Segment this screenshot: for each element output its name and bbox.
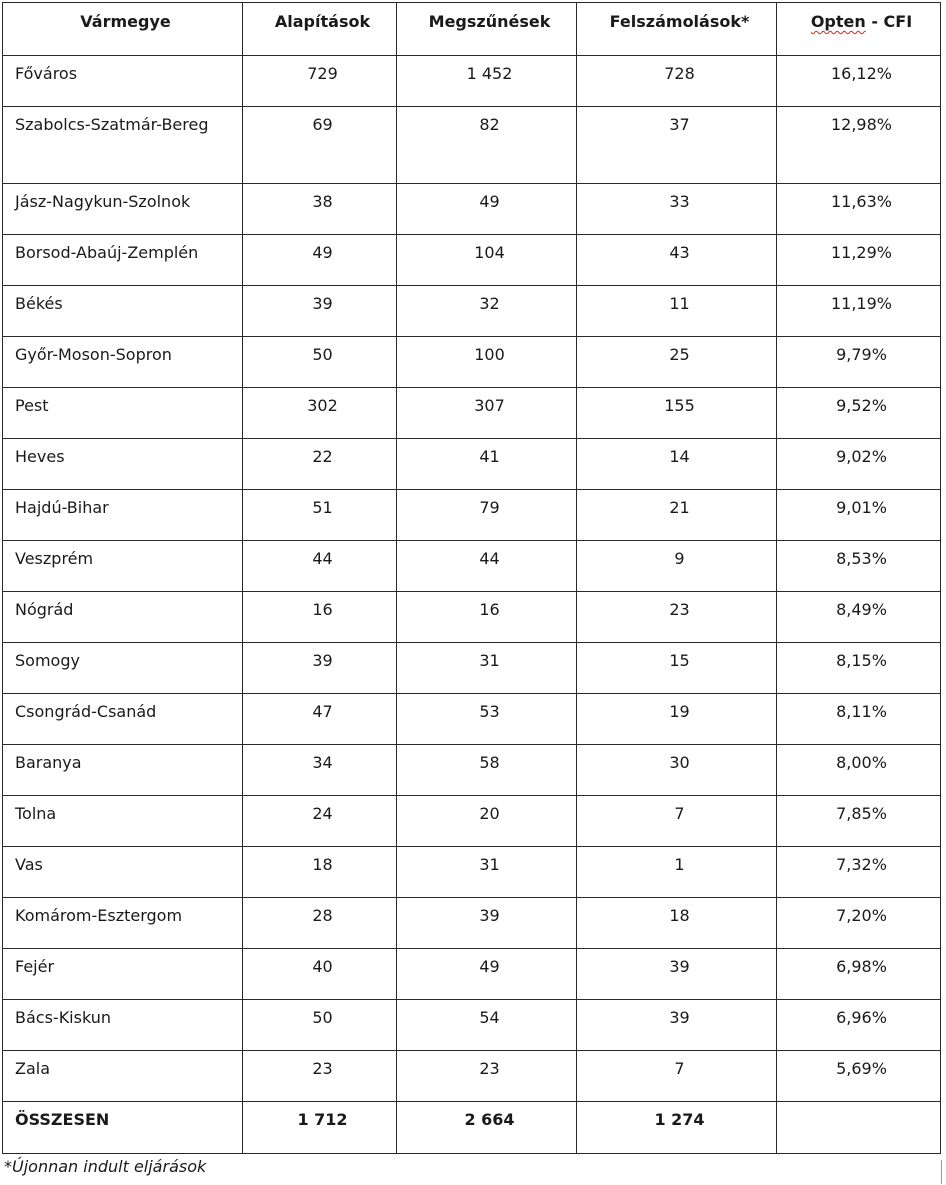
cell-liquidations: 39: [577, 949, 777, 1000]
cell-liquidations: 9: [577, 541, 777, 592]
cell-founded: 49: [243, 235, 397, 286]
cell-founded: 302: [243, 388, 397, 439]
cell-county: Somogy: [3, 643, 243, 694]
table-row: [3, 745, 941, 796]
header-cfi-prefix: Opten: [810, 12, 866, 31]
table-row: [3, 949, 941, 1000]
cell-cfi: 16,12%: [777, 56, 941, 107]
cell-liquidations: 21: [577, 490, 777, 541]
table-row: [3, 56, 941, 107]
cell-county: Győr-Moson-Sopron: [3, 337, 243, 388]
cell-county: Zala: [3, 1051, 243, 1102]
cell-cfi: 5,69%: [777, 1051, 941, 1102]
cell-cfi: 8,15%: [777, 643, 941, 694]
cell-county: Tolna: [3, 796, 243, 847]
cell-closed: 1 452: [397, 56, 577, 107]
cell-liquidations: 33: [577, 184, 777, 235]
cell-county: Komárom-Esztergom: [3, 898, 243, 949]
table-row: [3, 898, 941, 949]
cell-liquidations: 18: [577, 898, 777, 949]
cell-county: Veszprém: [3, 541, 243, 592]
cell-closed: 104: [397, 235, 577, 286]
cell-liquidations: 14: [577, 439, 777, 490]
table-row: [3, 796, 941, 847]
cell-liquidations: 7: [577, 796, 777, 847]
header-founded: Alapítások: [243, 3, 397, 56]
cell-liquidations: 37: [577, 107, 777, 184]
cell-founded: 44: [243, 541, 397, 592]
cell-cfi: 12,98%: [777, 107, 941, 184]
cell-founded: 39: [243, 643, 397, 694]
table-row: [3, 847, 941, 898]
cell-closed: 20: [397, 796, 577, 847]
cell-founded: 38: [243, 184, 397, 235]
cell-liquidations: 23: [577, 592, 777, 643]
total-cfi: [777, 1102, 941, 1154]
cell-cfi: 9,79%: [777, 337, 941, 388]
cell-cfi: 11,63%: [777, 184, 941, 235]
cell-closed: 49: [397, 184, 577, 235]
cell-closed: 79: [397, 490, 577, 541]
cell-county: Jász-Nagykun-Szolnok: [3, 184, 243, 235]
cell-county: Baranya: [3, 745, 243, 796]
cell-county: Borsod-Abaúj-Zemplén: [3, 235, 243, 286]
cell-county: Szabolcs-Szatmár-Bereg: [3, 107, 243, 184]
table-row: [3, 541, 941, 592]
cell-liquidations: 15: [577, 643, 777, 694]
table-row: [3, 286, 941, 337]
cell-cfi: 7,85%: [777, 796, 941, 847]
cell-founded: 22: [243, 439, 397, 490]
cell-closed: 49: [397, 949, 577, 1000]
table-row: [3, 1000, 941, 1051]
cell-county: Békés: [3, 286, 243, 337]
cell-founded: 28: [243, 898, 397, 949]
table-row: [3, 1051, 941, 1102]
table-row: [3, 184, 941, 235]
table-row: [3, 235, 941, 286]
cell-cfi: 6,96%: [777, 1000, 941, 1051]
cell-cfi: 7,20%: [777, 898, 941, 949]
cell-county: Főváros: [3, 56, 243, 107]
cell-liquidations: 728: [577, 56, 777, 107]
cell-founded: 23: [243, 1051, 397, 1102]
cell-founded: 69: [243, 107, 397, 184]
cell-closed: 41: [397, 439, 577, 490]
cell-cfi: 7,32%: [777, 847, 941, 898]
cell-liquidations: 11: [577, 286, 777, 337]
cell-county: Vas: [3, 847, 243, 898]
cell-liquidations: 1: [577, 847, 777, 898]
cell-founded: 39: [243, 286, 397, 337]
cell-founded: 40: [243, 949, 397, 1000]
header-liquidations: Felszámolások*: [577, 3, 777, 56]
cell-liquidations: 43: [577, 235, 777, 286]
header-cfi: [777, 3, 941, 56]
cell-cfi: 8,53%: [777, 541, 941, 592]
table-row: [3, 592, 941, 643]
county-statistics-table-wrapper: [2, 2, 940, 1154]
cell-closed: 307: [397, 388, 577, 439]
cell-county: Bács-Kiskun: [3, 1000, 243, 1051]
cell-liquidations: 25: [577, 337, 777, 388]
cell-closed: 31: [397, 847, 577, 898]
cell-cfi: 8,00%: [777, 745, 941, 796]
table-row: [3, 107, 941, 184]
cell-closed: 54: [397, 1000, 577, 1051]
table-total-row: [3, 1102, 941, 1154]
cell-closed: 31: [397, 643, 577, 694]
header-closed: Megszűnések: [397, 3, 577, 56]
table-body: [3, 56, 941, 1154]
cell-founded: 18: [243, 847, 397, 898]
cell-cfi: 8,49%: [777, 592, 941, 643]
county-statistics-table: [2, 2, 941, 1154]
cell-cfi: 9,52%: [777, 388, 941, 439]
cell-founded: 47: [243, 694, 397, 745]
cell-closed: 16: [397, 592, 577, 643]
cell-cfi: 8,11%: [777, 694, 941, 745]
table-row: [3, 439, 941, 490]
cell-founded: 51: [243, 490, 397, 541]
cell-founded: 729: [243, 56, 397, 107]
table-row: [3, 694, 941, 745]
cell-county: Hajdú-Bihar: [3, 490, 243, 541]
cell-closed: 82: [397, 107, 577, 184]
cell-closed: 39: [397, 898, 577, 949]
header-cfi-suffix: - CFI: [865, 12, 913, 31]
cell-liquidations: 39: [577, 1000, 777, 1051]
cell-liquidations: 30: [577, 745, 777, 796]
cell-closed: 58: [397, 745, 577, 796]
cell-closed: 44: [397, 541, 577, 592]
cell-liquidations: 7: [577, 1051, 777, 1102]
table-row: [3, 388, 941, 439]
page-edge-marker: [941, 1160, 945, 1184]
total-liquidations: 1 274: [577, 1102, 777, 1154]
footnote: *Újonnan indult eljárások: [4, 1157, 207, 1176]
cell-cfi: 11,19%: [777, 286, 941, 337]
total-founded: 1 712: [243, 1102, 397, 1154]
cell-closed: 23: [397, 1051, 577, 1102]
cell-county: Fejér: [3, 949, 243, 1000]
table-row: [3, 490, 941, 541]
cell-closed: 32: [397, 286, 577, 337]
cell-liquidations: 155: [577, 388, 777, 439]
cell-founded: 24: [243, 796, 397, 847]
total-county: ÖSSZESEN: [3, 1102, 243, 1154]
cell-founded: 34: [243, 745, 397, 796]
header-county: Vármegye: [3, 3, 243, 56]
cell-county: Csongrád-Csanád: [3, 694, 243, 745]
cell-liquidations: 19: [577, 694, 777, 745]
table-row: [3, 643, 941, 694]
total-closed: 2 664: [397, 1102, 577, 1154]
cell-county: Nógrád: [3, 592, 243, 643]
cell-closed: 100: [397, 337, 577, 388]
cell-cfi: 11,29%: [777, 235, 941, 286]
cell-founded: 50: [243, 337, 397, 388]
cell-founded: 16: [243, 592, 397, 643]
cell-cfi: 9,02%: [777, 439, 941, 490]
cell-cfi: 6,98%: [777, 949, 941, 1000]
cell-county: Pest: [3, 388, 243, 439]
cell-cfi: 9,01%: [777, 490, 941, 541]
cell-county: Heves: [3, 439, 243, 490]
cell-founded: 50: [243, 1000, 397, 1051]
table-row: [3, 337, 941, 388]
table-header-row: [3, 3, 941, 56]
cell-closed: 53: [397, 694, 577, 745]
